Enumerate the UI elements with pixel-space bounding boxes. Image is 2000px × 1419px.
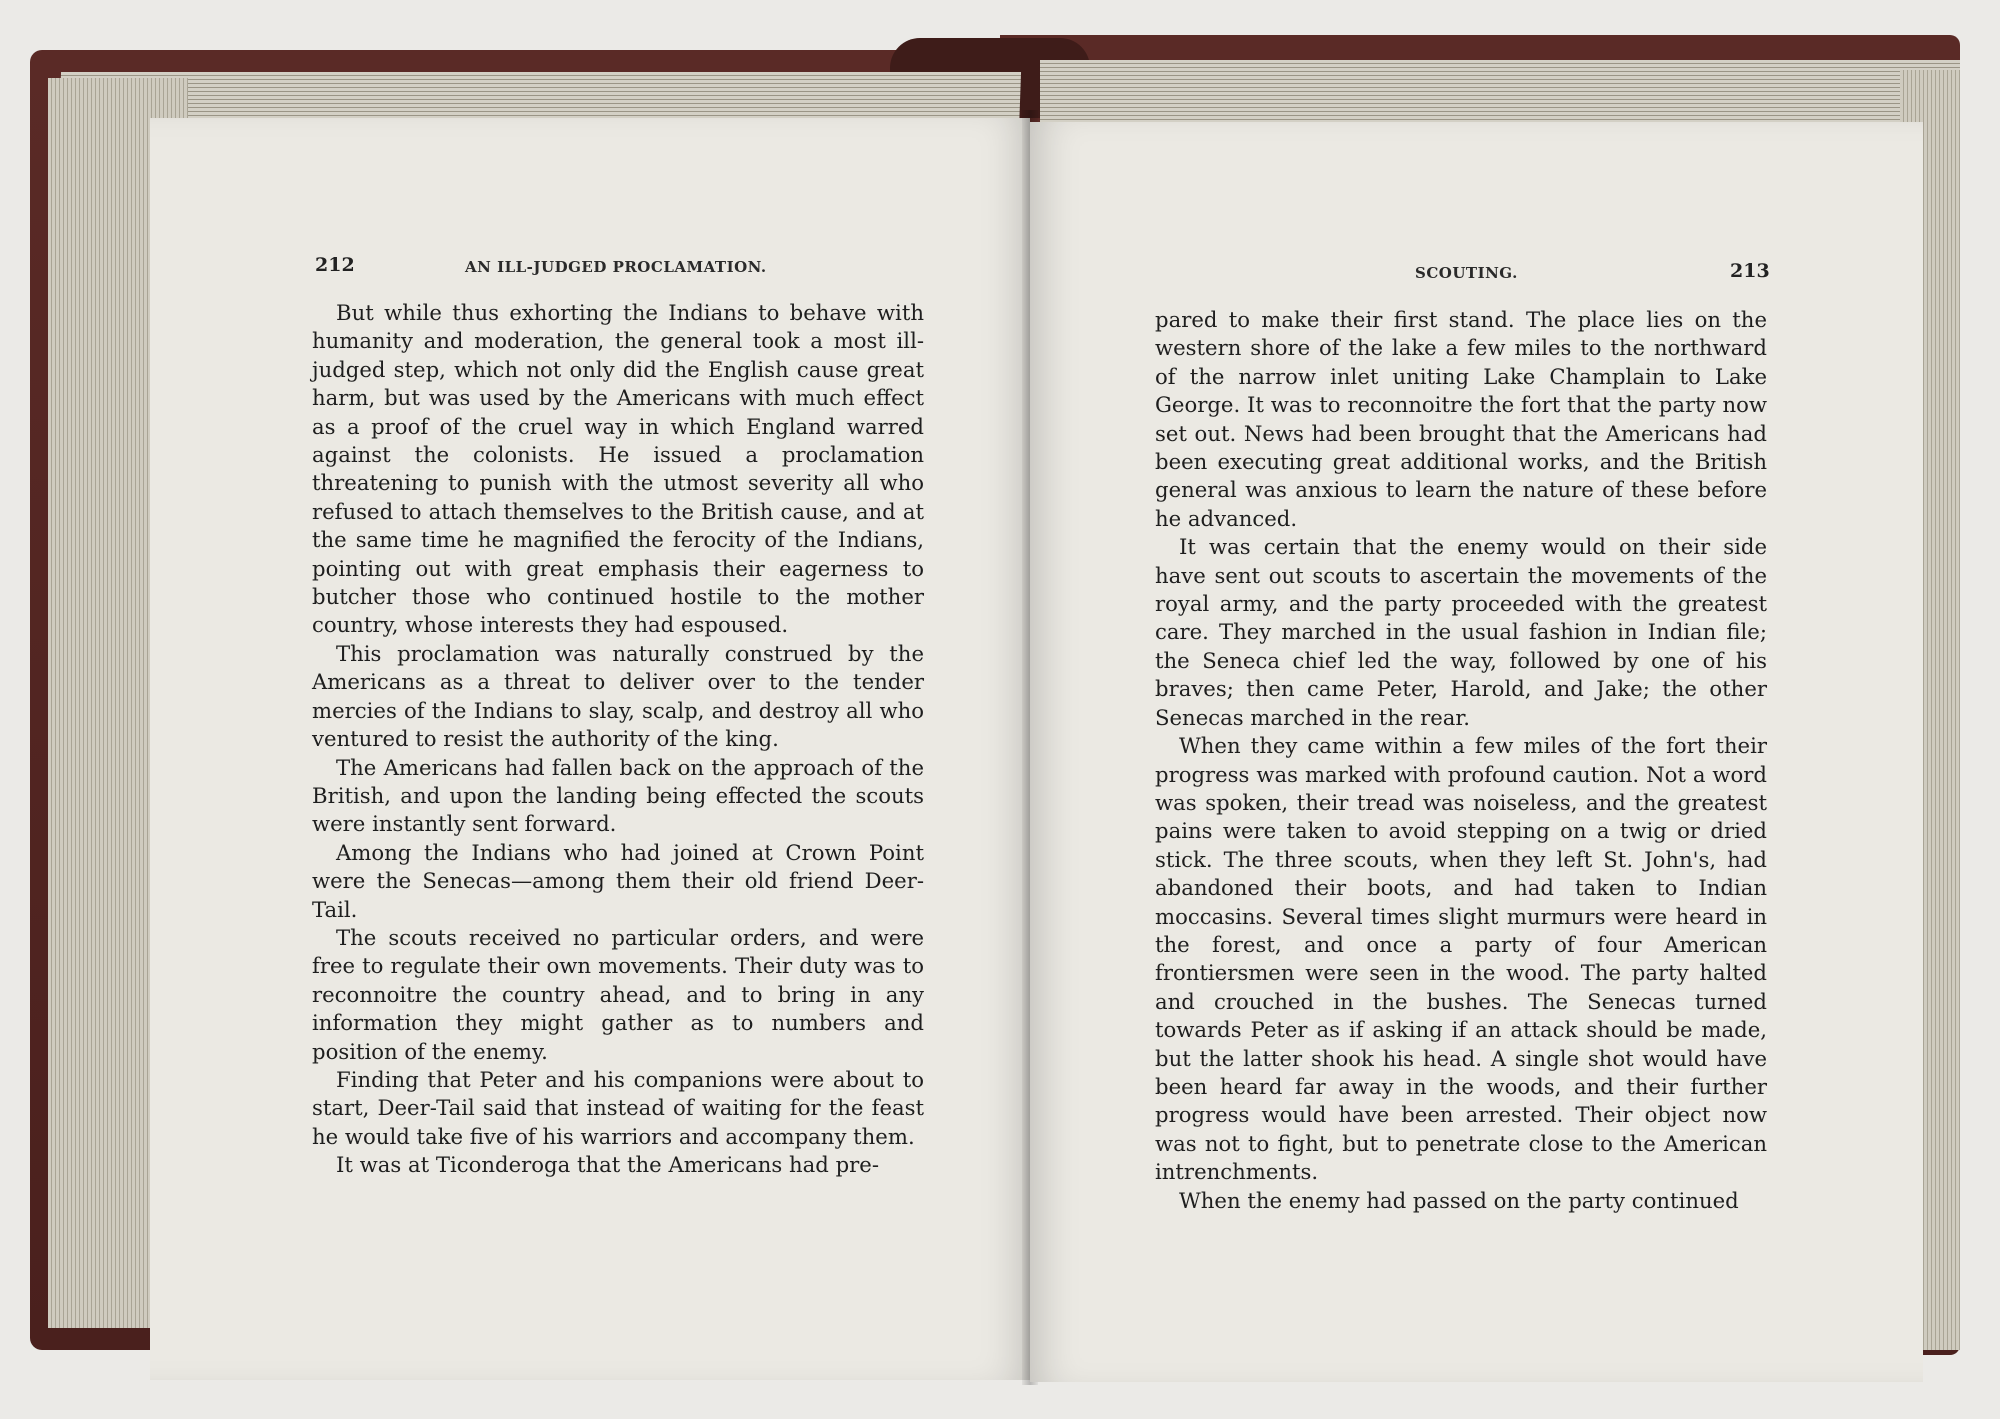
right-running-head: SCOUTING. [1415, 264, 1518, 282]
paragraph: But while thus exhorting the Indians to behave with humanity and moderation, the general took a most ill-judged step, which not only did the English cause great harm, but was used by the Americans with much effect as a proof of the cruel way in which England warred against the colonists. He issued a proclamation threatening to punish with the utmost severity all who refused to attach themselves to the British cause, and at the same time he magnified the ferocity of the Indians, pointing out with great emphasis their eagerness to butcher those who continued hostile to the mother country, whose interests they had espoused. [312, 300, 924, 638]
paragraph: Among the Indians who had joined at Crown Point were the Senecas—among them their old friend Deer-Tail. [312, 839, 924, 922]
left-page [150, 118, 1030, 1380]
left-page-number: 212 [315, 254, 355, 276]
paragraph: The scouts received no particular orders, and were free to regulate their own movements. Their duty was to reconnoitre the country ahead, and to bring in any information they might gather as to numbers and position of the enemy. [312, 924, 924, 1064]
left-page-text [312, 299, 924, 1180]
paragraph: It was certain that the enemy would on their side have sent out scouts to ascertain the movements of the royal army, and the party proceeded with the greatest care. They marched in the usual fashion in Indian file; the Seneca chief led the way, followed by one of his braves; then came Peter, Harold, and Jake; the other Senecas marched in the rear. [1155, 534, 1767, 730]
right-page [1030, 122, 1923, 1382]
paragraph: This proclamation was naturally construed by the Americans as a threat to deliver over to the tender mercies of the Indians to slay, scalp, and destroy all who ventured to resist the authority of the king. [312, 640, 924, 752]
paragraph: When the enemy had passed on the party continued [1179, 1187, 1739, 1213]
paragraph: It was at Ticonderoga that the Americans had pre- [336, 1152, 879, 1178]
paragraph: When they came within a few miles of the fort their progress was marked with profound caution. Not a word was spoken, their tread was noiseless, and the greatest pains were taken to avoid stepping on a twig or dried stick. The three scouts, when they left St. John's, had abandoned their boots, and had taken to Indian moccasins. Several times slight murmurs were heard in the forest, and once a party of four American frontiersmen were seen in the wood. The party halted and crouched in the bushes. The Senecas turned towards Peter as if asking if an attack should be made, but the latter shook his head. A single shot would have been heard far away in the woods, and their further progress would have been arrested. Their object now was not to fight, but to penetrate close to the American intrenchments. [1155, 733, 1767, 1185]
left-running-head: AN ILL-JUDGED PROCLAMATION. [465, 258, 767, 276]
page-edges-right-top [1040, 60, 1960, 130]
paragraph-continuation: pared to make their first stand. The place lies on the western shore of the lake a few miles to the northward of the narrow inlet uniting Lake Champlain to Lake George. It was to reconnoitre the fort that the party now set out. News had been brought that the Americans had been executing great additional works, and the British general was anxious to learn the nature of these before he advanced. [1155, 307, 1767, 531]
right-page-number: 213 [1730, 260, 1770, 282]
paragraph: The Americans had fallen back on the approach of the British, and upon the landing being effected the scouts were instantly sent forward. [312, 754, 924, 837]
paragraph: Finding that Peter and his companions were about to start, Deer-Tail said that instead of waiting for the feast he would take five of his warriors and accompany them. [312, 1066, 924, 1149]
right-page-text [1155, 306, 1767, 1215]
